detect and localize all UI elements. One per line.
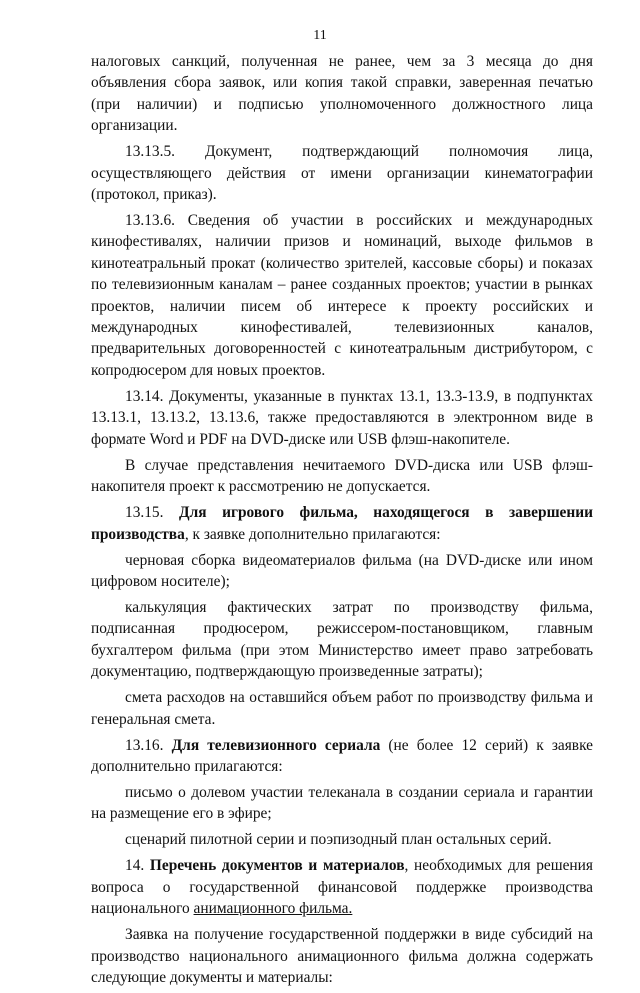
underlined-text: анимационного фильма. [193, 900, 353, 918]
bold-heading: Для игрового фильма, находящегося в завершении производства [91, 504, 593, 543]
paragraph: 13.13.5. Документ, подтверждающий полномочия лица, осуществляющего действия от имени организации кинематографии (протокол, приказ). [91, 143, 593, 204]
paragraph-text: , к заявке дополнительно прилагаются: [184, 525, 441, 543]
bold-heading: Перечень документов и материалов [149, 857, 405, 875]
paragraph: В случае представления нечитаемого DVD-диска или USB флэш-накопителя проект к рассмотрению не допускается. [91, 456, 593, 496]
paragraph: черновая сборка видеоматериалов фильма (на DVD-диске или ином цифровом носителе); [91, 551, 593, 590]
paragraph: калькуляция фактических затрат по производству фильма, подписанная продюсером, режиссером-постановщиком, главным бухгалтером фильма (при этом Министерство имеет право затребовать документацию, подтверждающую произведенные затраты); [91, 598, 593, 681]
paragraph: 13.13.6. Сведения об участии в российских и международных кинофестивалях, наличии призов и номинаций, выходе фильмов в кинотеатральный прокат (количество зрителей, кассовые сборы) и показах по телевизионным каналам – ранее созданных проектов; участии в рынках проектов, наличии писем об интересе к проекту российских и международных кинофестивалей, телевизионных каналов, предварительных договоренностей с кинотеатральным дистрибутором, с копродюсером для новых проектов. [91, 212, 593, 379]
paragraph: смета расходов на оставшийся объем работ по производству фильма и генеральная смета. [91, 689, 593, 728]
paragraph: сценарий пилотной серии и поэпизодный план остальных серий. [125, 831, 552, 849]
paragraph [91, 735, 593, 778]
paragraph-text: (не более 12 серий) к заявке дополнительно прилагаются: [91, 736, 594, 775]
paragraph-number: 14. [125, 857, 150, 875]
paragraph-number: 13.16. [125, 736, 172, 754]
paragraph: 13.14. Документы, указанные в пунктах 13.1, 13.3-13.9, в подпунктах 13.13.1, 13.13.2, 13.13.6, также предоставляются в электронном виде в формате Word и PDF на DVD-диске или USB флэш-накопителе. [91, 387, 593, 448]
paragraph-number: 13.15. [125, 504, 180, 522]
paragraph-text: , необходимых для решения вопроса о государственной финансовой поддержке производства национального [91, 857, 593, 918]
paragraph [91, 502, 593, 545]
document-body [91, 51, 593, 993]
bold-heading: Для телевизионного сериала [171, 736, 381, 754]
paragraph: письмо о долевом участии телеканала в создании сериала и гарантии на размещение его в эфире; [91, 783, 593, 823]
paragraph: Заявка на получение государственной поддержки в виде субсидий на производство национального анимационного фильма должна содержать следующие документы и материалы: [91, 926, 593, 986]
page-number: 11 [313, 28, 327, 43]
paragraph [91, 855, 593, 919]
paragraph: налоговых санкций, полученная не ранее, чем за 3 месяца до дня объявления сбора заявок, или копия такой справки, заверенная печатью (при наличии) и подписью уполномоченного должностного лица организации. [91, 53, 593, 135]
